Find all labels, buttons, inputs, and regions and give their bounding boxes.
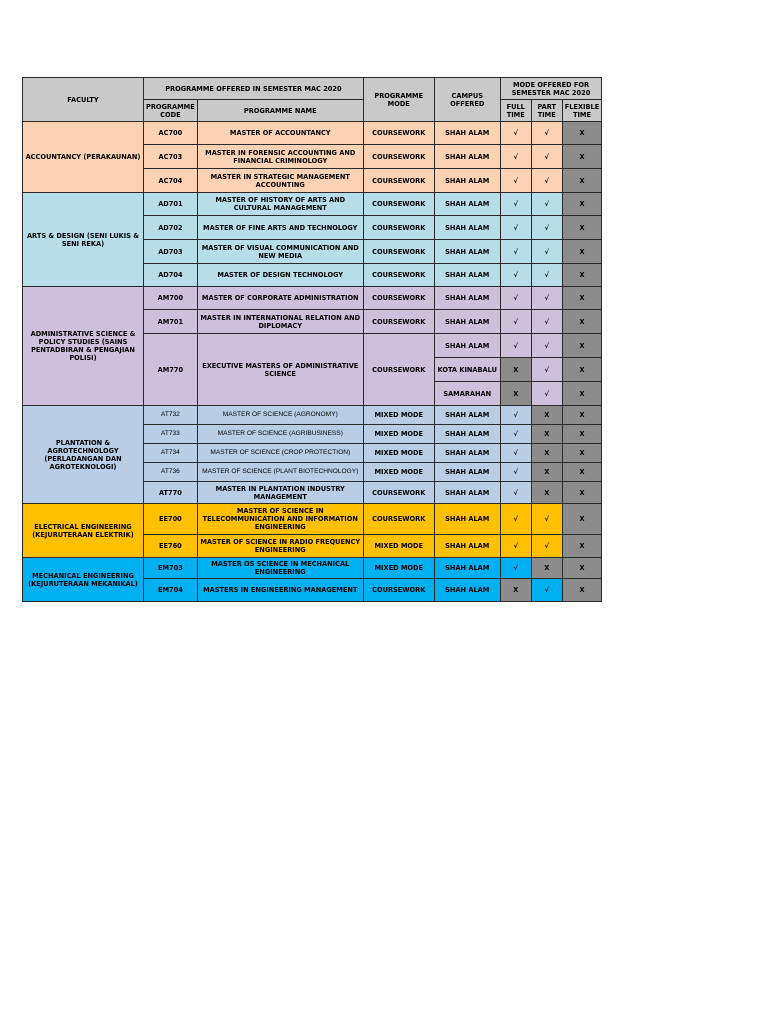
part-time-cell: X [531,482,562,504]
part-time-cell: √ [531,504,562,535]
programme-code-cell: EE700 [144,504,198,535]
programme-code-cell: AT732 [144,406,198,425]
part-time-cell: X [531,463,562,482]
part-time-cell: √ [531,334,562,358]
programme-mode-cell: COURSEWORK [363,310,434,334]
flexible-time-cell: X [562,264,601,287]
table-row [23,558,602,579]
campus-cell: SHAH ALAM [434,579,500,602]
full-time-cell: √ [500,444,531,463]
part-time-cell: √ [531,287,562,310]
programme-mode-cell: COURSEWORK [363,504,434,535]
table-row [23,122,602,145]
faculty-cell: ADMINISTRATIVE SCIENCE & POLICY STUDIES (SAINS PENTADBIRAN & PENGAJIAN POLISI) [23,287,144,406]
part-time-cell: √ [531,193,562,216]
table-row [23,193,602,216]
campus-cell: SHAH ALAM [434,264,500,287]
full-time-header: FULL TIME [500,100,531,122]
part-time-cell: √ [531,240,562,264]
part-time-cell: √ [531,382,562,406]
campus-cell: SHAH ALAM [434,504,500,535]
table-row [23,287,602,310]
programme-mode-cell: MIXED MODE [363,535,434,558]
programme-code-cell: AD704 [144,264,198,287]
part-time-cell: X [531,558,562,579]
campus-cell: SAMARAHAN [434,382,500,406]
programme-mode-cell: COURSEWORK [363,145,434,169]
faculty-cell: MECHANICAL ENGINEERING (KEJURUTERAAN MEKANIKAL) [23,558,144,602]
programme-offered-header: PROGRAMME OFFERED IN SEMESTER MAC 2020 [144,78,364,100]
programme-mode-cell: COURSEWORK [363,240,434,264]
programme-code-cell: AC703 [144,145,198,169]
programme-code-cell: AD703 [144,240,198,264]
flexible-time-cell: X [562,358,601,382]
full-time-cell: √ [500,558,531,579]
campus-cell: SHAH ALAM [434,463,500,482]
programme-name-cell: MASTER OF SCIENCE (CROP PROTECTION) [197,444,363,463]
part-time-cell: X [531,406,562,425]
part-time-cell: √ [531,310,562,334]
part-time-cell: √ [531,145,562,169]
full-time-cell: √ [500,463,531,482]
programme-mode-cell: COURSEWORK [363,334,434,406]
full-time-cell: √ [500,264,531,287]
full-time-cell: √ [500,193,531,216]
programme-mode-cell: MIXED MODE [363,463,434,482]
flexible-time-cell: X [562,463,601,482]
programme-name-cell: MASTER IN INTERNATIONAL RELATION AND DIPLOMACY [197,310,363,334]
programme-name-header: PROGRAMME NAME [197,100,363,122]
part-time-cell: √ [531,122,562,145]
campus-cell: SHAH ALAM [434,169,500,193]
full-time-cell: √ [500,535,531,558]
campus-cell: SHAH ALAM [434,535,500,558]
campus-cell: SHAH ALAM [434,240,500,264]
flexible-time-cell: X [562,122,601,145]
part-time-cell: √ [531,169,562,193]
campus-offered-header: CAMPUS OFFERED [434,78,500,122]
programme-name-cell: MASTER OF VISUAL COMMUNICATION AND NEW MEDIA [197,240,363,264]
campus-cell: SHAH ALAM [434,310,500,334]
programme-name-cell: MASTER IN PLANTATION INDUSTRY MANAGEMENT [197,482,363,504]
flexible-time-cell: X [562,425,601,444]
campus-cell: SHAH ALAM [434,193,500,216]
programme-name-cell: MASTERS IN ENGINEERING MANAGEMENT [197,579,363,602]
campus-cell: KOTA KINABALU [434,358,500,382]
flexible-time-cell: X [562,558,601,579]
programme-mode-cell: COURSEWORK [363,579,434,602]
programme-mode-cell: COURSEWORK [363,482,434,504]
faculty-cell: ACCOUNTANCY (PERAKAUNAN) [23,122,144,193]
part-time-header: PART TIME [531,100,562,122]
programme-code-cell: AC704 [144,169,198,193]
programme-code-cell: AT770 [144,482,198,504]
full-time-cell: √ [500,504,531,535]
campus-cell: SHAH ALAM [434,216,500,240]
flexible-time-cell: X [562,382,601,406]
programme-name-cell: MASTER OF SCIENCE (AGRIBUSINESS) [197,425,363,444]
programme-name-cell: MASTER OF ACCOUNTANCY [197,122,363,145]
faculty-header: FACULTY [23,78,144,122]
programme-name-cell: MASTER OF HISTORY OF ARTS AND CULTURAL MANAGEMENT [197,193,363,216]
flexible-time-cell: X [562,216,601,240]
full-time-cell: √ [500,334,531,358]
campus-cell: SHAH ALAM [434,145,500,169]
flexible-time-cell: X [562,145,601,169]
programme-mode-header: PROGRAMME MODE [363,78,434,122]
programme-name-cell: MASTER OF CORPORATE ADMINISTRATION [197,287,363,310]
flexible-time-cell: X [562,287,601,310]
programme-code-cell: AD701 [144,193,198,216]
full-time-cell: X [500,579,531,602]
programme-name-cell: MASTER OF SCIENCE IN RADIO FREQUENCY ENGINEERING [197,535,363,558]
programme-mode-cell: COURSEWORK [363,122,434,145]
full-time-cell: X [500,382,531,406]
full-time-cell: √ [500,145,531,169]
full-time-cell: √ [500,406,531,425]
full-time-cell: √ [500,310,531,334]
flexible-time-cell: X [562,240,601,264]
programme-name-cell: MASTER OF FINE ARTS AND TECHNOLOGY [197,216,363,240]
programme-table [22,77,602,602]
flexible-time-cell: X [562,482,601,504]
full-time-cell: √ [500,240,531,264]
programme-mode-cell: MIXED MODE [363,444,434,463]
part-time-cell: √ [531,216,562,240]
campus-cell: SHAH ALAM [434,444,500,463]
campus-cell: SHAH ALAM [434,425,500,444]
part-time-cell: X [531,425,562,444]
full-time-cell: √ [500,482,531,504]
table-row [23,504,602,535]
part-time-cell: √ [531,358,562,382]
full-time-cell: √ [500,216,531,240]
part-time-cell: X [531,444,562,463]
full-time-cell: √ [500,169,531,193]
campus-cell: SHAH ALAM [434,287,500,310]
programme-code-cell: AM701 [144,310,198,334]
flexible-time-header: FLEXIBLE TIME [562,100,601,122]
programme-mode-cell: COURSEWORK [363,193,434,216]
programme-code-cell: EE760 [144,535,198,558]
full-time-cell: √ [500,425,531,444]
flexible-time-cell: X [562,334,601,358]
programme-mode-cell: COURSEWORK [363,287,434,310]
faculty-cell: ARTS & DESIGN (SENI LUKIS & SENI REKA) [23,193,144,287]
full-time-cell: √ [500,287,531,310]
programme-code-cell: AT734 [144,444,198,463]
flexible-time-cell: X [562,310,601,334]
programme-name-cell: MASTER IN STRATEGIC MANAGEMENT ACCOUNTING [197,169,363,193]
programme-mode-cell: COURSEWORK [363,169,434,193]
flexible-time-cell: X [562,193,601,216]
table-row [23,406,602,425]
part-time-cell: √ [531,264,562,287]
programme-name-cell: MASTER IN FORENSIC ACCOUNTING AND FINANCIAL CRIMINOLOGY [197,145,363,169]
flexible-time-cell: X [562,444,601,463]
programme-code-cell: AT733 [144,425,198,444]
campus-cell: SHAH ALAM [434,334,500,358]
faculty-cell: ELECTRICAL ENGINEERING (KEJURUTERAAN ELEKTRIK) [23,504,144,558]
programme-name-cell: MASTER OS SCIENCE IN MECHANICAL ENGINEERING [197,558,363,579]
programme-name-cell: MASTER OF SCIENCE (PLANT BIOTECHNOLOGY) [197,463,363,482]
programme-code-cell: EM704 [144,579,198,602]
programme-code-header: PROGRAMME CODE [144,100,198,122]
flexible-time-cell: X [562,535,601,558]
flexible-time-cell: X [562,579,601,602]
programme-name-cell: EXECUTIVE MASTERS OF ADMINISTRATIVE SCIENCE [197,334,363,406]
programme-mode-cell: COURSEWORK [363,264,434,287]
programme-mode-cell: MIXED MODE [363,425,434,444]
mode-offered-header: MODE OFFERED FOR SEMESTER MAC 2020 [500,78,601,100]
programme-name-cell: MASTER OF SCIENCE (AGRONOMY) [197,406,363,425]
campus-cell: SHAH ALAM [434,558,500,579]
flexible-time-cell: X [562,504,601,535]
programme-code-cell: AM770 [144,334,198,406]
programme-code-cell: EM703 [144,558,198,579]
campus-cell: SHAH ALAM [434,406,500,425]
part-time-cell: √ [531,535,562,558]
campus-cell: SHAH ALAM [434,482,500,504]
full-time-cell: X [500,358,531,382]
programme-code-cell: AT736 [144,463,198,482]
programme-code-cell: AD702 [144,216,198,240]
programme-table-body [23,122,602,602]
flexible-time-cell: X [562,406,601,425]
programme-name-cell: MASTER OF DESIGN TECHNOLOGY [197,264,363,287]
programme-code-cell: AC700 [144,122,198,145]
programme-code-cell: AM700 [144,287,198,310]
programme-mode-cell: MIXED MODE [363,406,434,425]
programme-name-cell: MASTER OF SCIENCE IN TELECOMMUNICATION AND INFORMATION ENGINEERING [197,504,363,535]
programme-mode-cell: COURSEWORK [363,216,434,240]
part-time-cell: √ [531,579,562,602]
programme-mode-cell: MIXED MODE [363,558,434,579]
faculty-cell: PLANTATION & AGROTECHNOLOGY (PERLADANGAN DAN AGROTEKNOLOGI) [23,406,144,504]
full-time-cell: √ [500,122,531,145]
campus-cell: SHAH ALAM [434,122,500,145]
flexible-time-cell: X [562,169,601,193]
